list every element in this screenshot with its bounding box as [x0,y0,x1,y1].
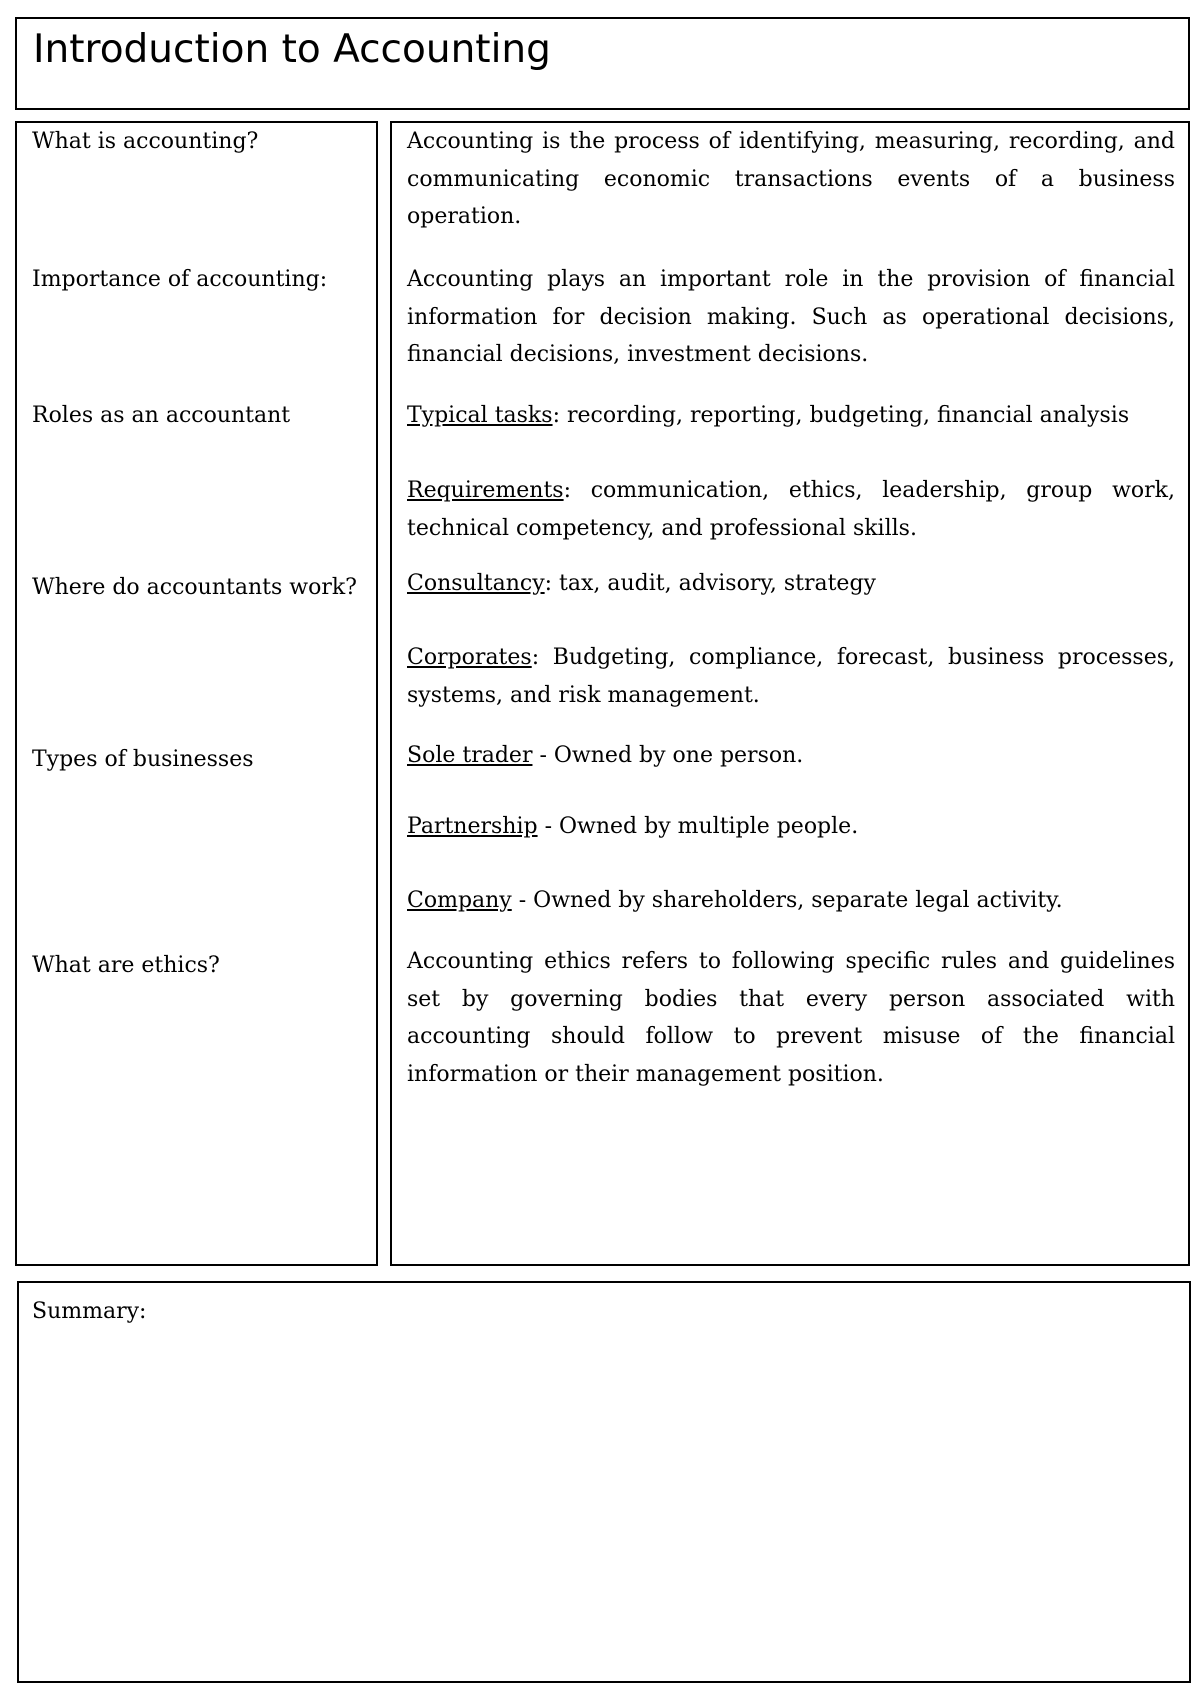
title-box [15,17,1190,110]
answers-column [390,121,1190,1266]
partnership-text: - Owned by multiple people. [537,814,859,839]
corporates-label: Corporates [407,645,532,670]
question-what-is-accounting: What is accounting? [32,129,259,154]
requirements-text: : communication, ethics, leadership, group work, technical competency, and professional skills. [407,478,1175,541]
question-roles: Roles as an accountant [32,403,291,428]
consultancy-text: : tax, audit, advisory, strategy [544,571,876,596]
answer-importance: Accounting plays an important role in the provision of financial information for decision making. Such as operational decisions, financial decisions, investment decisions. [407,267,1175,367]
company-text: - Owned by shareholders, separate legal activity. [511,888,1063,913]
question-ethics: What are ethics? [32,953,220,978]
answer-what-is-accounting: Accounting is the process of identifying, measuring, recording, and communicating economic transactions events of a business operation. [407,129,1175,229]
summary-box[interactable] [17,1281,1191,1683]
answer-partnership [407,808,1175,846]
answer-typical-tasks [407,397,1175,435]
sole-trader-text: - Owned by one person. [532,743,804,768]
question-business-types: Types of businesses [32,747,254,772]
question-importance: Importance of accounting: [32,267,328,292]
typical-tasks-text: : recording, reporting, budgeting, financial analysis [552,403,1130,428]
corporates-text: : Budgeting, compliance, forecast, business processes, systems, and risk management. [407,645,1175,708]
summary-label: Summary: [32,1299,147,1324]
sole-trader-label: Sole trader [407,743,533,768]
requirements-label: Requirements [407,478,564,503]
answer-corporates [407,639,1175,714]
answer-sole-trader [407,737,1175,775]
partnership-label: Partnership [407,814,538,839]
company-label: Company [407,888,512,913]
answer-requirements [407,472,1175,547]
answer-company [407,882,1175,920]
page-title: Introduction to Accounting [33,27,551,72]
question-where-work: Where do accountants work? [32,575,357,600]
answer-ethics: Accounting ethics refers to following specific rules and guidelines set by governing bodies that every person associated with accounting should follow to prevent misuse of the financial information or their management position. [407,949,1175,1087]
typical-tasks-label: Typical tasks [407,403,553,428]
consultancy-label: Consultancy [407,571,545,596]
answer-consultancy [407,565,1175,603]
questions-column [15,121,378,1266]
